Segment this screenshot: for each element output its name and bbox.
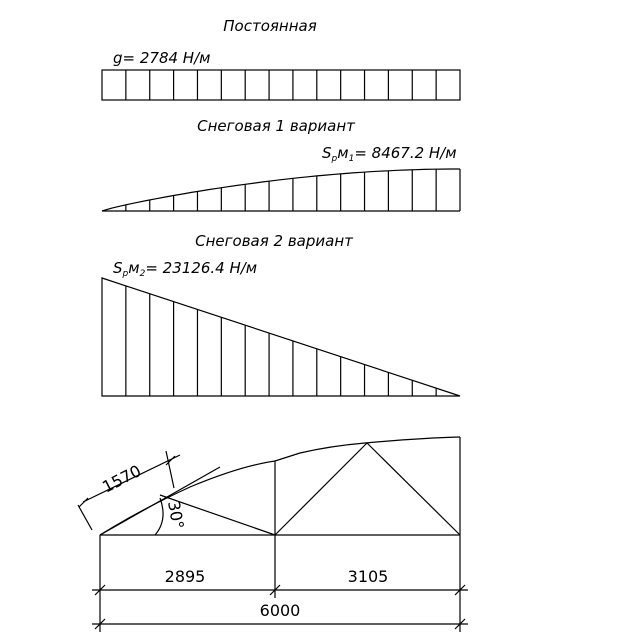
snow2-load-index: 2: [139, 269, 146, 279]
dim-right-text: 3105: [347, 567, 389, 586]
snow2-load-m: м: [128, 259, 140, 277]
snow1-load-index: 1: [348, 154, 355, 164]
snow1-load-symbol: S: [322, 144, 332, 162]
dim-1570-tick-left: [79, 498, 88, 507]
permanent-load-symbol: g: [113, 49, 123, 67]
permanent-load-label: [113, 49, 210, 67]
snow1-load-title: Снеговая 1 вариант: [197, 117, 355, 135]
dim-1570-ext-right: [166, 451, 174, 488]
snow1-load-sub: р: [331, 154, 338, 164]
dim-left-text: 2895: [164, 567, 206, 586]
snow2-load-symbol: S: [113, 259, 123, 277]
dim-total-text: 6000: [259, 601, 301, 620]
permanent-load-value: = 2784 Н/м: [122, 49, 211, 67]
snow2-load-title: Снеговая 2 вариант: [195, 232, 353, 250]
permanent-load-outline: [102, 70, 460, 100]
snow1-load-value: = 8467.2 Н/м: [354, 144, 457, 162]
horizontal-dimensions: [92, 535, 468, 632]
dim-1570-ext-left: [78, 505, 92, 530]
snow2-load-outline: [102, 278, 460, 396]
snow1-load-m: м: [337, 144, 349, 162]
snow1-load-label: [322, 144, 457, 164]
snow1-load-diagram: [102, 169, 460, 211]
truss-top-chord: [100, 437, 460, 535]
truss-diagonal-3: [367, 443, 460, 535]
dim-1570-text: 1570: [99, 461, 145, 497]
snow1-load-curve: [102, 169, 460, 211]
snow2-load-value: = 23126.4 Н/м: [145, 259, 258, 277]
snow2-load-diagram: [102, 278, 460, 396]
permanent-load-title: Постоянная: [223, 17, 317, 35]
permanent-load-diagram: [102, 70, 460, 100]
snow2-load-sub: р: [122, 269, 129, 279]
truss-scheme: [78, 437, 460, 535]
snow2-load-label: [113, 259, 257, 279]
angle-text: 30°: [164, 499, 188, 531]
